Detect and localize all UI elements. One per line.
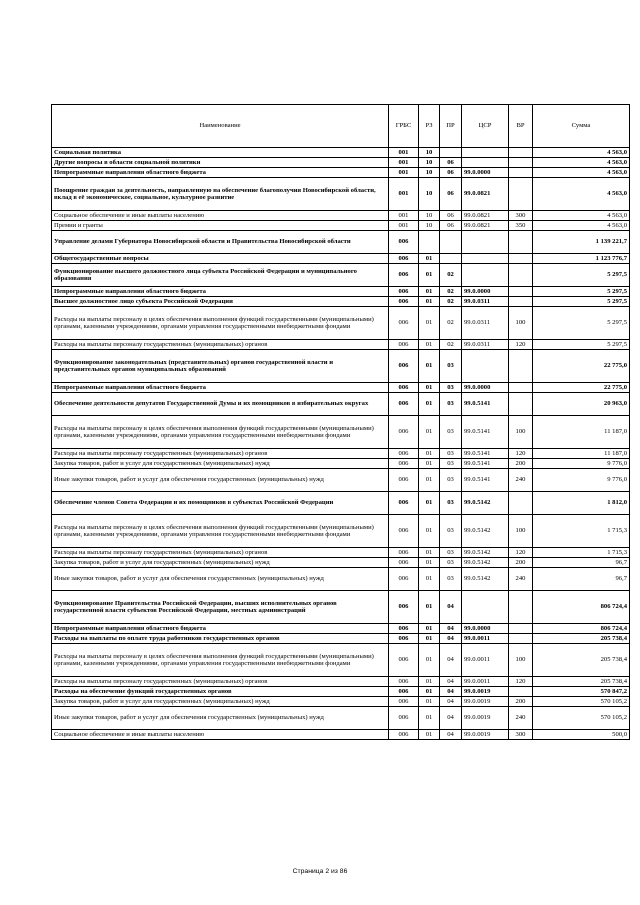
cell-rz: 01: [419, 307, 440, 340]
table-row: [52, 449, 630, 459]
cell-csr: 99.0.0000: [462, 287, 509, 297]
cell-csr: 99.0.5141: [462, 469, 509, 492]
cell-pr: 04: [440, 730, 462, 740]
cell-sum: 806 724,4: [533, 591, 630, 624]
header-row: [52, 105, 630, 148]
cell-grbs: 006: [389, 548, 419, 558]
cell-pr: 03: [440, 515, 462, 548]
cell-grbs: 006: [389, 287, 419, 297]
cell-sum: 205 738,4: [533, 634, 630, 644]
cell-sum: 1 715,3: [533, 515, 630, 548]
cell-rz: 01: [419, 624, 440, 634]
cell-csr: 99.0.5141: [462, 449, 509, 459]
table-row: [52, 307, 630, 340]
header-pr: ПР: [440, 105, 462, 148]
cell-rz: 10: [419, 221, 440, 231]
cell-vr: 200: [509, 459, 533, 469]
cell-csr: [462, 231, 509, 254]
cell-pr: 03: [440, 568, 462, 591]
cell-name: Иные закупки товаров, работ и услуг для обеспечения государственных (муниципальных) нужд: [52, 707, 389, 730]
cell-pr: [440, 148, 462, 158]
cell-pr: 03: [440, 492, 462, 515]
table-row: [52, 515, 630, 548]
cell-name: Функционирование Правительства Российской Федерации, высших исполнительных органов государственной власти субъектов Российской Федерации, местных администраций: [52, 591, 389, 624]
cell-name: Обеспечение членов Совета Федерации и их помощников в субъектах Российской Федерации: [52, 492, 389, 515]
cell-sum: 96,7: [533, 558, 630, 568]
budget-table: [51, 104, 630, 740]
cell-rz: 01: [419, 515, 440, 548]
cell-name: Расходы на выплаты персоналу в целях обеспечения выполнения функций государственными (муниципальными) органами, казенными учреждениями, органами управления государственными внебюджетными фондами: [52, 515, 389, 548]
cell-vr: [509, 634, 533, 644]
cell-csr: [462, 591, 509, 624]
cell-sum: 1 139 221,7: [533, 231, 630, 254]
cell-sum: 4 563,0: [533, 148, 630, 158]
cell-sum: 11 187,0: [533, 449, 630, 459]
cell-sum: 9 776,0: [533, 459, 630, 469]
table-body: [52, 148, 630, 740]
cell-name: Поощрение граждан за деятельность, направленную на обеспечение благополучия Новосибирской области, вклад в её экономическое, социальное, культурное развитие: [52, 178, 389, 211]
cell-vr: 100: [509, 644, 533, 677]
cell-grbs: 006: [389, 697, 419, 707]
cell-name: Социальное обеспечение и иные выплаты населению: [52, 730, 389, 740]
cell-name: Социальная политика: [52, 148, 389, 158]
cell-vr: 350: [509, 221, 533, 231]
cell-vr: 100: [509, 307, 533, 340]
cell-csr: 99.0.0821: [462, 211, 509, 221]
cell-grbs: 006: [389, 515, 419, 548]
cell-vr: 240: [509, 707, 533, 730]
cell-csr: 99.0.5142: [462, 492, 509, 515]
cell-vr: [509, 168, 533, 178]
cell-vr: 120: [509, 449, 533, 459]
cell-rz: 01: [419, 697, 440, 707]
cell-pr: 04: [440, 591, 462, 624]
cell-grbs: 006: [389, 383, 419, 393]
table-row: [52, 492, 630, 515]
cell-name: Функционирование высшего должностного лица субъекта Российской Федерации и муниципального образования: [52, 264, 389, 287]
cell-vr: [509, 492, 533, 515]
cell-grbs: 006: [389, 393, 419, 416]
cell-vr: [509, 148, 533, 158]
cell-rz: 01: [419, 297, 440, 307]
cell-sum: 570 105,2: [533, 697, 630, 707]
cell-rz: 01: [419, 677, 440, 687]
cell-grbs: 006: [389, 469, 419, 492]
cell-csr: 99.0.0000: [462, 624, 509, 634]
cell-rz: 10: [419, 148, 440, 158]
cell-name: Социальное обеспечение и иные выплаты населению: [52, 211, 389, 221]
cell-grbs: 006: [389, 730, 419, 740]
header-rz: РЗ: [419, 105, 440, 148]
cell-csr: 99.0.0311: [462, 340, 509, 350]
cell-rz: 01: [419, 350, 440, 383]
cell-rz: 01: [419, 264, 440, 287]
cell-pr: 06: [440, 168, 462, 178]
cell-grbs: 006: [389, 340, 419, 350]
cell-pr: 04: [440, 624, 462, 634]
cell-name: Непрограммные направления областного бюджета: [52, 287, 389, 297]
cell-csr: 99.0.0821: [462, 221, 509, 231]
cell-pr: 06: [440, 221, 462, 231]
cell-sum: 5 297,5: [533, 340, 630, 350]
cell-sum: 4 563,0: [533, 211, 630, 221]
cell-vr: [509, 687, 533, 697]
cell-pr: 04: [440, 644, 462, 677]
table-row: [52, 568, 630, 591]
cell-rz: 01: [419, 393, 440, 416]
table-row: [52, 297, 630, 307]
cell-csr: [462, 158, 509, 168]
cell-pr: [440, 231, 462, 254]
table-row: [52, 469, 630, 492]
cell-vr: 240: [509, 568, 533, 591]
cell-grbs: 006: [389, 624, 419, 634]
cell-vr: [509, 254, 533, 264]
table-row: [52, 591, 630, 624]
cell-rz: 01: [419, 287, 440, 297]
cell-rz: 01: [419, 459, 440, 469]
cell-csr: 99.0.0011: [462, 634, 509, 644]
cell-vr: [509, 158, 533, 168]
cell-csr: [462, 254, 509, 264]
cell-grbs: 001: [389, 221, 419, 231]
cell-csr: 99.0.0011: [462, 677, 509, 687]
cell-pr: 03: [440, 469, 462, 492]
cell-rz: 01: [419, 469, 440, 492]
table-row: [52, 231, 630, 254]
cell-vr: 200: [509, 697, 533, 707]
cell-grbs: 006: [389, 634, 419, 644]
cell-grbs: 006: [389, 492, 419, 515]
cell-rz: 01: [419, 383, 440, 393]
cell-sum: 5 297,5: [533, 287, 630, 297]
cell-csr: 99.0.5141: [462, 393, 509, 416]
table-row: [52, 644, 630, 677]
cell-sum: 20 963,0: [533, 393, 630, 416]
cell-name: Иные закупки товаров, работ и услуг для обеспечения государственных (муниципальных) нужд: [52, 469, 389, 492]
table-row: [52, 677, 630, 687]
cell-csr: 99.0.5142: [462, 515, 509, 548]
cell-csr: 99.0.5142: [462, 558, 509, 568]
cell-name: Иные закупки товаров, работ и услуг для обеспечения государственных (муниципальных) нужд: [52, 568, 389, 591]
cell-grbs: 006: [389, 350, 419, 383]
cell-rz: 01: [419, 416, 440, 449]
table-row: [52, 264, 630, 287]
table-row: [52, 687, 630, 697]
cell-csr: [462, 148, 509, 158]
cell-pr: 04: [440, 707, 462, 730]
cell-csr: 99.0.5142: [462, 548, 509, 558]
header-csr: ЦСР: [462, 105, 509, 148]
cell-name: Управление делами Губернатора Новосибирской области и Правительства Новосибирской области: [52, 231, 389, 254]
cell-rz: 01: [419, 548, 440, 558]
cell-vr: [509, 178, 533, 211]
cell-name: Расходы на выплаты персоналу в целях обеспечения выполнения функций государственными (муниципальными) органами, казенными учреждениями, органами управления государственными внебюджетными фондами: [52, 307, 389, 340]
cell-rz: 01: [419, 591, 440, 624]
cell-name: Расходы на обеспечение функций государственных органов: [52, 687, 389, 697]
cell-grbs: 006: [389, 644, 419, 677]
cell-sum: 5 297,5: [533, 264, 630, 287]
cell-sum: 5 297,5: [533, 297, 630, 307]
table-row: [52, 221, 630, 231]
cell-pr: 03: [440, 548, 462, 558]
cell-pr: 03: [440, 449, 462, 459]
cell-csr: [462, 264, 509, 287]
cell-grbs: 006: [389, 254, 419, 264]
cell-grbs: 001: [389, 158, 419, 168]
cell-name: Закупка товаров, работ и услуг для государственных (муниципальных) нужд: [52, 558, 389, 568]
cell-grbs: 006: [389, 687, 419, 697]
cell-pr: 02: [440, 340, 462, 350]
cell-pr: 03: [440, 558, 462, 568]
cell-vr: [509, 393, 533, 416]
cell-rz: 01: [419, 254, 440, 264]
cell-grbs: 006: [389, 231, 419, 254]
table-row: [52, 340, 630, 350]
header-vr: ВР: [509, 105, 533, 148]
cell-rz: 10: [419, 211, 440, 221]
cell-csr: 99.0.0019: [462, 707, 509, 730]
cell-rz: 01: [419, 568, 440, 591]
cell-vr: [509, 624, 533, 634]
cell-rz: 01: [419, 687, 440, 697]
table-row: [52, 393, 630, 416]
cell-csr: 99.0.5142: [462, 568, 509, 591]
cell-name: Высшее должностное лицо субъекта Российской Федерации: [52, 297, 389, 307]
cell-sum: 11 187,0: [533, 416, 630, 449]
cell-grbs: 001: [389, 148, 419, 158]
cell-grbs: 006: [389, 449, 419, 459]
table-row: [52, 383, 630, 393]
cell-sum: 205 738,4: [533, 644, 630, 677]
cell-name: Непрограммные направления областного бюджета: [52, 383, 389, 393]
cell-vr: 120: [509, 677, 533, 687]
cell-sum: 205 738,4: [533, 677, 630, 687]
cell-csr: 99.0.0821: [462, 178, 509, 211]
cell-vr: 120: [509, 340, 533, 350]
cell-pr: 03: [440, 350, 462, 383]
cell-grbs: 006: [389, 416, 419, 449]
cell-rz: 10: [419, 178, 440, 211]
cell-pr: 04: [440, 677, 462, 687]
cell-sum: 1 812,0: [533, 492, 630, 515]
cell-name: Непрограммные направления областного бюджета: [52, 624, 389, 634]
table-row: [52, 558, 630, 568]
cell-vr: 240: [509, 469, 533, 492]
cell-rz: 01: [419, 707, 440, 730]
table-row: [52, 350, 630, 383]
cell-grbs: 006: [389, 459, 419, 469]
table-row: [52, 178, 630, 211]
cell-sum: 1 123 776,7: [533, 254, 630, 264]
cell-grbs: 006: [389, 568, 419, 591]
cell-rz: 01: [419, 730, 440, 740]
cell-name: Закупка товаров, работ и услуг для государственных (муниципальных) нужд: [52, 697, 389, 707]
cell-sum: 1 715,3: [533, 548, 630, 558]
header-sum: Сумма: [533, 105, 630, 148]
cell-csr: 99.0.0011: [462, 644, 509, 677]
cell-vr: [509, 591, 533, 624]
cell-sum: 96,7: [533, 568, 630, 591]
cell-name: Обеспечение деятельности депутатов Государственной Думы и их помощников в избирательных округах: [52, 393, 389, 416]
cell-pr: 04: [440, 697, 462, 707]
cell-csr: 99.0.0019: [462, 730, 509, 740]
cell-pr: 06: [440, 211, 462, 221]
header-name: Наименование: [52, 105, 389, 148]
cell-name: Расходы на выплаты по оплате труда работников государственных органов: [52, 634, 389, 644]
cell-csr: [462, 350, 509, 383]
cell-csr: 99.0.0000: [462, 168, 509, 178]
table-row: [52, 548, 630, 558]
cell-pr: 02: [440, 287, 462, 297]
cell-sum: 806 724,4: [533, 624, 630, 634]
cell-sum: 4 563,0: [533, 178, 630, 211]
cell-grbs: 001: [389, 211, 419, 221]
cell-rz: 01: [419, 492, 440, 515]
cell-sum: 570 847,2: [533, 687, 630, 697]
cell-sum: 4 563,0: [533, 221, 630, 231]
cell-rz: 10: [419, 158, 440, 168]
cell-pr: 02: [440, 307, 462, 340]
cell-rz: 10: [419, 168, 440, 178]
cell-vr: [509, 287, 533, 297]
cell-name: Расходы на выплаты персоналу государственных (муниципальных) органов: [52, 449, 389, 459]
cell-grbs: 006: [389, 307, 419, 340]
cell-sum: 9 776,0: [533, 469, 630, 492]
cell-vr: [509, 264, 533, 287]
cell-sum: 500,0: [533, 730, 630, 740]
cell-pr: 03: [440, 393, 462, 416]
cell-pr: 06: [440, 178, 462, 211]
cell-csr: 99.0.0019: [462, 687, 509, 697]
cell-vr: [509, 350, 533, 383]
cell-vr: [509, 297, 533, 307]
cell-name: Функционирование законодательных (представительных) органов государственной власти и представительных органов муниципальных образований: [52, 350, 389, 383]
cell-rz: [419, 231, 440, 254]
cell-sum: 4 563,0: [533, 168, 630, 178]
cell-pr: 03: [440, 416, 462, 449]
table-row: [52, 287, 630, 297]
cell-grbs: 001: [389, 168, 419, 178]
cell-csr: 99.0.5141: [462, 416, 509, 449]
cell-name: Расходы на выплаты персоналу государственных (муниципальных) органов: [52, 548, 389, 558]
cell-vr: [509, 383, 533, 393]
table-row: [52, 416, 630, 449]
cell-sum: 22 775,0: [533, 383, 630, 393]
cell-grbs: 006: [389, 558, 419, 568]
cell-pr: 06: [440, 158, 462, 168]
table-row: [52, 148, 630, 158]
cell-csr: 99.0.0311: [462, 297, 509, 307]
table-row: [52, 634, 630, 644]
cell-csr: 99.0.0019: [462, 697, 509, 707]
cell-grbs: 006: [389, 297, 419, 307]
cell-csr: 99.0.0000: [462, 383, 509, 393]
cell-grbs: 006: [389, 707, 419, 730]
cell-pr: 04: [440, 634, 462, 644]
cell-vr: 100: [509, 515, 533, 548]
cell-pr: 03: [440, 459, 462, 469]
cell-vr: 200: [509, 558, 533, 568]
table-row: [52, 697, 630, 707]
cell-name: Расходы на выплаты персоналу в целях обеспечения выполнения функций государственными (муниципальными) органами, казенными учреждениями, органами управления государственными внебюджетными фондами: [52, 416, 389, 449]
cell-vr: 300: [509, 211, 533, 221]
cell-rz: 01: [419, 558, 440, 568]
cell-rz: 01: [419, 340, 440, 350]
cell-rz: 01: [419, 644, 440, 677]
header-grbs: ГРБС: [389, 105, 419, 148]
table-header: [52, 105, 630, 148]
table-row: [52, 730, 630, 740]
cell-name: Другие вопросы в области социальной политики: [52, 158, 389, 168]
cell-name: Непрограммные направления областного бюджета: [52, 168, 389, 178]
cell-vr: 300: [509, 730, 533, 740]
cell-sum: 4 563,0: [533, 158, 630, 168]
table-row: [52, 459, 630, 469]
cell-name: Общегосударственные вопросы: [52, 254, 389, 264]
cell-vr: 120: [509, 548, 533, 558]
cell-grbs: 006: [389, 591, 419, 624]
cell-pr: 04: [440, 687, 462, 697]
cell-pr: 02: [440, 297, 462, 307]
cell-name: Расходы на выплаты персоналу государственных (муниципальных) органов: [52, 677, 389, 687]
cell-sum: 5 297,5: [533, 307, 630, 340]
cell-csr: 99.0.0311: [462, 307, 509, 340]
cell-sum: 22 775,0: [533, 350, 630, 383]
table-row: [52, 624, 630, 634]
table-row: [52, 707, 630, 730]
cell-sum: 570 105,2: [533, 707, 630, 730]
page-number: Страница 2 из 86: [292, 868, 348, 875]
cell-name: Премии и гранты: [52, 221, 389, 231]
cell-csr: 99.0.5141: [462, 459, 509, 469]
cell-pr: [440, 254, 462, 264]
cell-rz: 01: [419, 449, 440, 459]
cell-grbs: 006: [389, 677, 419, 687]
cell-name: Расходы на выплаты персоналу в целях обеспечения выполнения функций государственными (муниципальными) органами, казенными учреждениями, органами управления государственными внебюджетными фондами: [52, 644, 389, 677]
cell-name: Расходы на выплаты персоналу государственных (муниципальных) органов: [52, 340, 389, 350]
cell-pr: 02: [440, 264, 462, 287]
cell-rz: 01: [419, 634, 440, 644]
table-row: [52, 211, 630, 221]
table-row: [52, 158, 630, 168]
cell-name: Закупка товаров, работ и услуг для государственных (муниципальных) нужд: [52, 459, 389, 469]
table-row: [52, 254, 630, 264]
cell-vr: [509, 231, 533, 254]
table-row: [52, 168, 630, 178]
cell-grbs: 006: [389, 264, 419, 287]
cell-pr: 03: [440, 383, 462, 393]
cell-grbs: 001: [389, 178, 419, 211]
cell-vr: 100: [509, 416, 533, 449]
